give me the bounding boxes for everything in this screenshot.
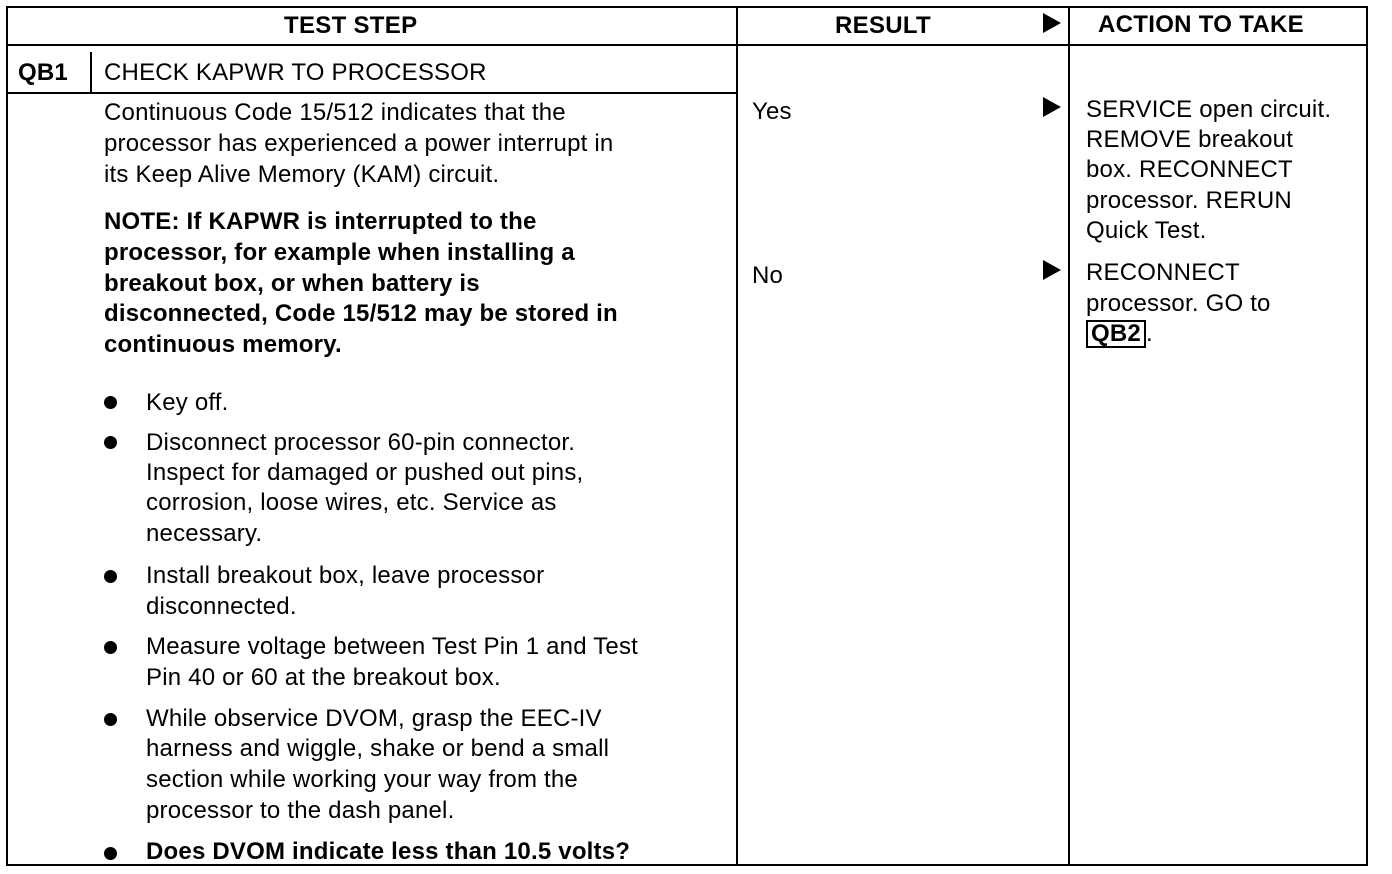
bullet-icon bbox=[104, 847, 117, 860]
bullet-icon bbox=[104, 570, 117, 583]
bullet-icon bbox=[104, 436, 117, 449]
action-line: SERVICE open circuit. bbox=[1086, 96, 1332, 123]
note-line: breakout box, or when battery is bbox=[104, 270, 480, 297]
note-line: disconnected, Code 15/512 may be stored in bbox=[104, 300, 618, 327]
step-id: QB1 bbox=[18, 59, 68, 86]
bullet-line: Disconnect processor 60-pin connector. bbox=[146, 429, 576, 456]
bullet-line: harness and wiggle, shake or bend a small bbox=[146, 735, 610, 762]
bullet-icon bbox=[104, 641, 117, 654]
intro-line: Continuous Code 15/512 indicates that the bbox=[104, 99, 566, 126]
bullet-line: corrosion, loose wires, etc. Service as bbox=[146, 489, 557, 516]
action-line: processor. RERUN bbox=[1086, 187, 1292, 214]
divider-results-action bbox=[1068, 6, 1070, 866]
result-label: Yes bbox=[752, 98, 792, 125]
action-tail: . bbox=[1145, 320, 1153, 347]
bullet-line: Pin 40 or 60 at the breakout box. bbox=[146, 664, 501, 691]
arrow-right-icon bbox=[1043, 13, 1061, 33]
header-test-step: TEST STEP bbox=[284, 12, 418, 39]
bullet-line: Inspect for damaged or pushed out pins, bbox=[146, 459, 584, 486]
bullet-line: processor to the dash panel. bbox=[146, 797, 455, 824]
arrow-right-icon bbox=[1043, 260, 1061, 280]
bullet-icon bbox=[104, 396, 117, 409]
header-rule bbox=[6, 44, 1368, 46]
bullet-line: necessary. bbox=[146, 520, 263, 547]
intro-line: processor has experienced a power interrupt in bbox=[104, 130, 614, 157]
action-line: RECONNECT bbox=[1086, 259, 1240, 286]
bullet-line: Install breakout box, leave processor bbox=[146, 562, 545, 589]
bullet-line: While observice DVOM, grasp the EEC-IV bbox=[146, 705, 602, 732]
bullet-line: Measure voltage between Test Pin 1 and Test bbox=[146, 633, 639, 660]
bullet-line: section while working your way from the bbox=[146, 766, 578, 793]
arrow-right-icon bbox=[1043, 97, 1061, 117]
note-line: NOTE: If KAPWR is interrupted to the bbox=[104, 208, 537, 235]
step-title: CHECK KAPWR TO PROCESSOR bbox=[104, 59, 487, 86]
divider-steps-results bbox=[736, 6, 738, 866]
divider-step-id bbox=[90, 52, 92, 94]
result-label: No bbox=[752, 262, 784, 289]
action-line: processor. GO to bbox=[1086, 290, 1271, 317]
action-line: box. RECONNECT bbox=[1086, 156, 1293, 183]
note-line: processor, for example when installing a bbox=[104, 239, 575, 266]
bullet-line: disconnected. bbox=[146, 593, 297, 620]
intro-line: its Keep Alive Memory (KAM) circuit. bbox=[104, 161, 500, 188]
step-reference-link[interactable]: QB2 bbox=[1086, 320, 1146, 348]
bullet-line: Key off. bbox=[146, 389, 229, 416]
action-line: REMOVE breakout bbox=[1086, 126, 1294, 153]
header-action: ACTION TO TAKE bbox=[1098, 11, 1304, 38]
note-line: continuous memory. bbox=[104, 331, 342, 358]
question-text: Does DVOM indicate less than 10.5 volts? bbox=[146, 838, 631, 865]
bullet-icon bbox=[104, 713, 117, 726]
step-title-rule bbox=[6, 92, 736, 94]
action-line: Quick Test. bbox=[1086, 217, 1207, 244]
header-result: RESULT bbox=[835, 12, 932, 39]
action-line-ref bbox=[1086, 318, 1153, 349]
